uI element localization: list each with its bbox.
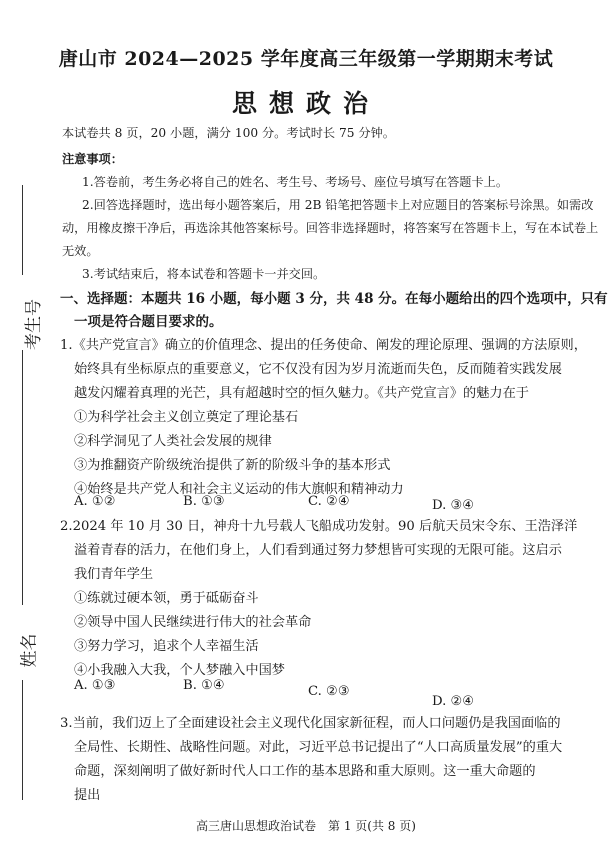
- q1-statement-1: ①为科学社会主义创立奠定了理论基石: [74, 410, 299, 425]
- q2-stem-line-1: 2.2024 年 10 月 30 日，神舟十九号载人飞船成功发射。90 后航天员宋令东、王浩泽洋: [60, 519, 578, 534]
- q2-option-d: D. ②④: [432, 694, 475, 709]
- q1-statement-3: ③为推翻资产阶级统治提供了新的阶级斗争的基本形式: [74, 458, 391, 473]
- note-2-line-1: 2.回答选择题时，选出每小题答案后，用 2B 铅笔把答题卡上对应题目的答案标号涂黑。如需改: [82, 198, 594, 212]
- q2-statement-4: ④小我融入大我，个人梦融入中国梦: [74, 663, 285, 678]
- note-2-line-3: 无效。: [62, 244, 99, 258]
- notes-heading: 注意事项：: [62, 152, 123, 166]
- exam-info: 本试卷共 8 页，20 小题，满分 100 分。考试时长 75 分钟。: [62, 126, 395, 140]
- q1-option-a: A. ①②: [74, 494, 116, 509]
- q3-stem-line-3: 命题，深刻阐明了做好新时代人口工作的基本思路和重大原则。这一重大命题的: [74, 764, 536, 779]
- q2-statement-3: ③努力学习，追求个人幸福生活: [74, 639, 259, 654]
- q1-option-c: C. ②④: [308, 494, 350, 509]
- binding-line-top: [22, 185, 23, 275]
- q1-statement-4: ④始终是共产党人和社会主义运动的伟大旗帜和精神动力: [74, 482, 404, 497]
- note-1: 1.答卷前，考生务必将自己的姓名、考生号、考场号、座位号填写在答题卡上。: [82, 175, 509, 189]
- q1-stem-line-1: 1.《共产党宣言》确立的价值理念、提出的任务使命、阐发的理论原理、强调的方法原则，: [60, 338, 587, 353]
- q2-stem-line-3: 我们青年学生: [74, 567, 154, 582]
- q2-option-a: A. ①③: [74, 678, 116, 693]
- section-heading-line-2: 一项是符合题目要求的。: [74, 314, 223, 330]
- exam-title: 唐山市 2024—2025 学年度高三年级第一学期期末考试: [58, 48, 554, 70]
- q1-option-d: D. ③④: [432, 498, 475, 513]
- q2-statement-1: ①练就过硬本领，勇于砥砺奋斗: [74, 591, 259, 606]
- q3-stem-line-2: 全局性、长期性、战略性问题。对此，习近平总书记提出了“人口高质量发展”的重大: [74, 740, 563, 755]
- q1-statement-2: ②科学洞见了人类社会发展的规律: [74, 434, 272, 449]
- q3-stem-line-1: 3.当前，我们迈上了全面建设社会主义现代化国家新征程，而人口问题仍是我国面临的: [60, 716, 561, 731]
- q2-option-b: B. ①④: [183, 678, 225, 693]
- q3-stem-line-4: 提出: [74, 788, 101, 803]
- note-2-line-2: 动，用橡皮擦干净后，再选涂其他答案标号。回答非选择题时，将答案写在答题卡上，写在本试卷上: [62, 221, 599, 235]
- q1-stem-line-3: 越发闪耀着真理的光芒，具有超越时空的恒久魅力。《共产党宣言》的魅力在于: [74, 386, 529, 401]
- binding-line-mid: [22, 350, 23, 605]
- subject-title: 思想政治: [231, 89, 380, 118]
- q1-stem-line-2: 始终具有坐标原点的重要意义，它不仅没有因为岁月流逝而失色，反而随着实践发展: [74, 362, 562, 377]
- name-label: 姓名: [19, 633, 40, 668]
- page-footer: 高三唐山思想政治试卷 第 1 页(共 8 页): [196, 819, 416, 833]
- student-number-label: 考生号: [24, 299, 44, 350]
- q1-option-b: B. ①③: [183, 494, 225, 509]
- section-heading-line-1: 一、选择题：本题共 16 小题，每小题 3 分，共 48 分。在每小题给出的四个选项中，只有: [60, 291, 608, 307]
- binding-line-bottom: [22, 680, 23, 800]
- q2-statement-2: ②领导中国人民继续进行伟大的社会革命: [74, 615, 312, 630]
- q2-option-c: C. ②③: [308, 684, 350, 699]
- q2-stem-line-2: 溢着青春的活力，在他们身上，人们看到通过努力梦想皆可实现的无限可能。这启示: [74, 543, 562, 558]
- note-3: 3.考试结束后，将本试卷和答题卡一并交回。: [82, 267, 326, 281]
